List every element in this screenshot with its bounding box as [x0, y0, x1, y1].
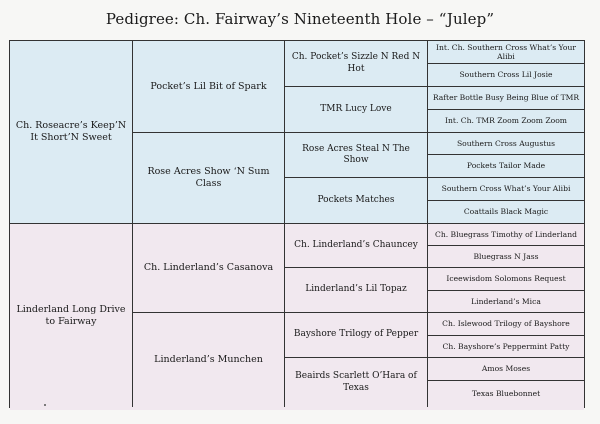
- sire-name: Ch. Roseacre’s Keep’N It Short’N Sweet: [15, 120, 127, 143]
- g4-ancestor: Southern Cross What’s Your Alibi: [441, 184, 571, 194]
- g4-ancestor: Int. Ch. Southern Cross What’s Your Alibi: [436, 42, 576, 61]
- g4-ancestor: Bluegrass N Jass: [473, 251, 539, 261]
- pedigree-chart: [9, 40, 585, 408]
- g4-ancestor: Coattails Black Magic: [463, 207, 549, 217]
- scan-speck: [44, 404, 46, 406]
- sire-sire-name: Pocket’s Lil Bit of Spark: [150, 80, 267, 92]
- ancestor-ss-sire: Ch. Pocket’s Sizzle N Red N Hot: [291, 52, 421, 74]
- dam-sire-name: Ch. Linderland’s Casanova: [143, 262, 274, 274]
- ancestor-sd-sire: Rose Acres Steal N The Show: [302, 143, 410, 165]
- dam-dam-name: Linderland’s Munchen: [154, 354, 263, 366]
- g4-ancestor: Texas Bluebonnet: [471, 389, 541, 399]
- sire-dam-name: Rose Acres Show ‘N Sum Class: [147, 166, 270, 189]
- ancestor-dd-dam: Beairds Scarlett O’Hara of Texas: [295, 371, 417, 393]
- g4-ancestor: Pockets Tailor Made: [466, 161, 546, 171]
- g4-ancestor: Southern Cross Augustus: [456, 138, 556, 148]
- g4-ancestor: Ch. Bluegrass Timothy of Linderland: [435, 229, 577, 239]
- g4-ancestor: Int. Ch. TMR Zoom Zoom Zoom: [445, 116, 567, 126]
- g4-ancestor: Linderland’s Mica: [471, 296, 541, 306]
- ancestor-ss-dam: TMR Lucy Love: [320, 103, 392, 114]
- g4-ancestor: Iceewisdom Solomons Request: [446, 274, 566, 284]
- g4-ancestor: Ch. Islewood Trilogy of Bayshore: [442, 319, 570, 329]
- ancestor-dd-sire: Bayshore Trilogy of Pepper: [293, 329, 419, 340]
- page-title: Pedigree: Ch. Fairway’s Nineteenth Hole – “Julep”: [105, 10, 495, 28]
- g4-ancestor: Southern Cross Lil Josie: [459, 70, 553, 80]
- ancestor-sd-dam: Pockets Matches: [317, 194, 395, 205]
- dam-name: Linderland Long Drive to Fairway: [16, 303, 126, 327]
- ancestor-ds-sire: Ch. Linderland’s Chauncey: [294, 239, 418, 250]
- g4-ancestor: Rafter Bottle Busy Being Blue of TMR: [432, 93, 580, 103]
- g4-ancestor: Ch. Bayshore’s Peppermint Patty: [442, 341, 570, 351]
- g4-ancestor: Amos Moses: [481, 364, 531, 374]
- ancestor-ds-dam: Linderland’s Lil Topaz: [305, 284, 407, 295]
